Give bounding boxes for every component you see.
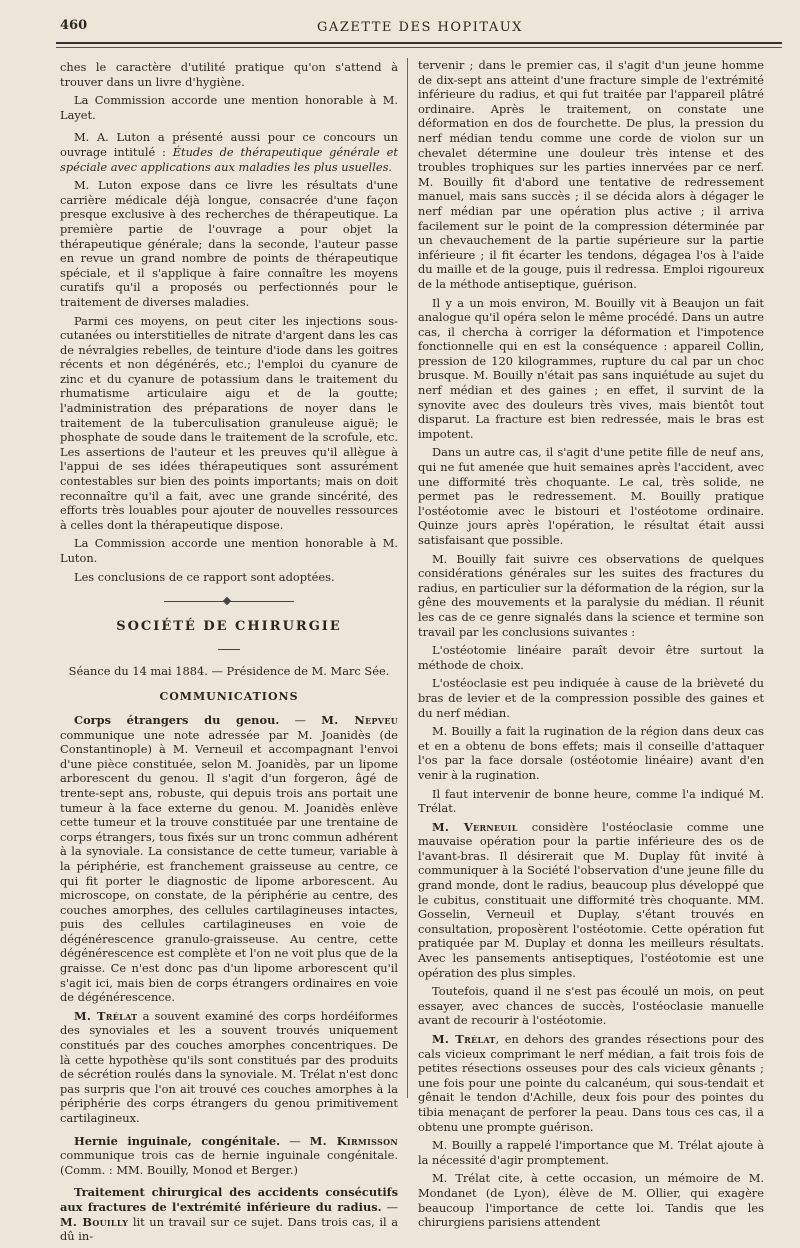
speaker-name: M. Verneuil: [432, 819, 518, 834]
paragraph: L'ostéotomie linéaire paraît devoir être surtout la méthode de choix.: [418, 643, 764, 672]
page-number: 460: [60, 18, 88, 33]
paragraph: ches le caractère d'utilité pratique qu'on s'attend à trouver dans un livre d'hygiène.: [60, 60, 398, 89]
paragraph: [60, 1185, 398, 1243]
speaker-name: M. Nepveu: [321, 712, 398, 727]
dash: —: [280, 1133, 310, 1148]
section-separator: [164, 598, 294, 606]
paragraph: Dans un autre cas, il s'agit d'une petite fille de neuf ans, qui ne fut amenée que huit semaines après l'accident, avec une difformité très choquante. Le cal, très solide, ne permet pas le redressement. M. Bouilly pratique l'ostéotomie avec le bistouri et l'ostéotome ordinaire. Quinze jours après l'opération, le résultat était aussi satisfaisant que possible.: [418, 445, 764, 547]
page-header: [60, 18, 780, 42]
paragraph: Parmi ces moyens, on peut citer les injections sous-cutanées ou interstitielles de nitrate d'argent dans les cas de névralgies rebelles, de teinture d'iode dans les goitres récents et non dégénérés, etc.; l'emploi du cyanure de zinc et du cyanure de potassium dans le traitement du rhumatisme articulaire aigu et de la goutte; l'administration des préparations de noyer dans le traitement de la tuberculisation granuleuse aiguë; le phosphate de soude dans le traitement de la scrofule, etc. Les assertions de l'auteur et les preuves qu'il allègue à l'appui de ses idées thérapeutiques sont assurément contestables sur bien des points importants; mais on doit reconnaître qu'il a fait, avec une grande sincérité, des efforts très louables pour ajouter de nouvelles ressources à celles dont la thérapeutique dispose.: [60, 313, 398, 532]
header-rule-thick: [56, 42, 782, 44]
section-title: SOCIÉTÉ DE CHIRURGIE: [116, 619, 342, 635]
paragraph: M. Bouilly fait suivre ces observations de quelques considérations générales sur les suites des fractures du radius, en particulier sur la déformation de la région, sur la gêne des mouvements et la paralysie du médian. Il réunit les cas de ce genre signalés dans la science et termine son travail par les conclusions suivantes :: [418, 551, 764, 639]
dash: —: [381, 1199, 398, 1214]
paragraph: L'ostéoclasie est peu indiquée à cause de la brièveté du bras de levier et de la compression possible des gaines et du nerf médian.: [418, 676, 764, 720]
column-divider: [407, 58, 408, 1098]
paragraph-text: a souvent examiné des corps hordéiformes des synoviales et les a souvent trouvés uniquement constitués par des couches amorphes concentriques. De là cette hypothèse qu'ils sont constitués par des produits de sécrétion roulés dans la synoviale. M. Trélat n'est donc pas surpris que l'on ait trouvé ces couches amorphes à la périphérie des corps étrangers du genou primitivement cartilagineux.: [60, 1008, 398, 1125]
paragraph-text: considère l'ostéoclasie comme une mauvaise opération pour la partie inférieure des os de l'avant-bras. Il désirerait que M. Duplay fût invité à communiquer à la Société l'observation d'une jeune fille du grand monde, dont le radius, beaucoup plus développé que le cubitus, constituait une difformité très choquante. MM. Gosselin, Verneuil et Duplay, s'étant trouvés en consultation, proposèrent l'ostéotomie. Cette opération fut pratiquée par M. Duplay et donna les meilleurs résultats. Avec les pansements antiseptiques, l'ostéotomie est une opération des plus simples.: [418, 819, 764, 980]
paragraph-text: , en dehors des grandes résections pour des cals vicieux comprimant le nerf médian, a fait trois fois de petites résections osseuses pour des cals vicieux gênants ; une fois pour une pointe du calcanéum, qui sous-tendait et gênait le tendon d'Achille, deux fois pour des pointes du tibia menaçant de perforer la peau. Dans tous ces cas, il a obtenu une prompte guérison.: [418, 1032, 765, 1134]
paragraph: M. Trélat cite, à cette occasion, un mémoire de M. Mondanet (de Lyon), élève de M. Ollier, qui exagère beaucoup l'importance de cette loi. Tandis que les chirurgiens parisiens attendent: [418, 1171, 764, 1230]
speaker-name: M. Trélat: [74, 1008, 138, 1023]
paragraph: La Commission accorde une mention honorable à M. Luton.: [60, 536, 398, 565]
paragraph: M. Bouilly a fait la rugination de la région dans deux cas et en a obtenu de bons effets; mais il conseille d'attaquer l'os par la face dorsale (ostéotomie linéaire) avant d'en venir à la rugination.: [418, 724, 764, 782]
book-title: Études de thérapeutique générale et spéciale avec applications aux maladies les plus usuelles.: [60, 144, 398, 174]
paragraph: [418, 820, 764, 981]
session-line: Séance du 14 mai 1884. — Présidence de M. Marc Sée.: [68, 663, 390, 678]
topic-title: Traitement chirurgical des accidents consécutifs aux fractures de l'extrémité inférieure du radius.: [60, 1185, 398, 1214]
paragraph: [418, 1032, 764, 1134]
topic-title: Corps étrangers du genou.: [74, 712, 280, 727]
speaker-name: M. Bouilly: [60, 1214, 129, 1229]
paragraph-text: communique trois cas de hernie inguinale congénitale. (Comm. : MM. Bouilly, Monod et Berger.): [60, 1148, 398, 1177]
paragraph: M. Bouilly a rappelé l'importance que M. Trélat ajoute à la nécessité d'agir promptement.: [418, 1138, 764, 1167]
paragraph: [60, 130, 398, 174]
paragraph: Il faut intervenir de bonne heure, comme l'a indiqué M. Trélat.: [418, 786, 764, 816]
paragraph: [60, 713, 398, 1005]
journal-title: GAZETTE DES HOPITAUX: [317, 20, 523, 35]
speaker-name: M. Kirmisson: [309, 1133, 398, 1148]
dash: —: [279, 712, 322, 727]
paragraph-text: lit un travail sur ce sujet. Dans trois cas, il a dû in-: [60, 1214, 398, 1244]
paragraph: La Commission accorde une mention honorable à M. Layet.: [60, 93, 398, 122]
paragraph: tervenir ; dans le premier cas, il s'agit d'un jeune homme de dix-sept ans atteint d'une fracture simple de l'extrémité inférieure du radius, et qui fut traitée par l'appareil plâtré ordinaire. Après le traitement, on constate une déformation en dos de fourchette. De plus, la pression du nerf médian tendu comme une corde de violon sur un chevalet détermine une douleur très intense et des troubles trophiques sur les parties innervées par ce nerf. M. Bouilly fit d'abord une tentative de redressement manuel, mais sans succès ; il se décida alors à dégager le nerf médian par une opération plus active ; il arriva facilement sur le point de la compression déterminée par un chevauchement de la partie supérieure sur la partie inférieure ; il fit écarter les tendons, dégagea l'os à l'aide du maille et de la gouge, puis il redressa. Emploi rigoureux de la méthode antiseptique, guérison.: [418, 58, 764, 291]
short-rule: [218, 649, 240, 650]
paragraph-text: M. A. Luton a présenté aussi pour ce concours un ouvrage intitulé :: [60, 130, 398, 159]
left-column: [60, 60, 398, 1248]
paragraph: M. Luton expose dans ce livre les résultats d'une carrière médicale déjà longue, consacrée d'une façon presque exclusive à des recherches de thérapeutique. La première partie de l'ouvrage a pour objet la thérapeutique générale; dans la seconde, l'auteur passe en revue un grand nombre de points de thérapeutique spéciale, et il s'applique à faire connaître les moyens curatifs qu'il a proposés ou perfectionnés pour le traitement de diverses maladies.: [60, 178, 398, 309]
paragraph: Il y a un mois environ, M. Bouilly vit à Beaujon un fait analogue qu'il opéra selon le même procédé. Dans un autre cas, il chercha à corriger la déformation et l'impotence fonctionnelle qui en est la conséquence : appareil Collin, pression de 120 kilogrammes, rupture du cal par un choc brusque. M. Bouilly n'était pas sans inquiétude au sujet du nerf médian et des gaines ; en effet, il survint de la synovite avec des douleurs très vives, mais bientôt tout disparut. La fracture est bien redressée, mais le bras est impotent.: [418, 295, 764, 441]
header-rule-thin: [56, 47, 782, 48]
paragraph: [60, 1134, 398, 1178]
topic-title: Hernie inguinale, congénitale.: [74, 1133, 281, 1148]
right-column: [418, 58, 764, 1234]
paragraph: Les conclusions de ce rapport sont adoptées.: [74, 569, 335, 584]
communications-label: COMMUNICATIONS: [159, 690, 299, 704]
paragraph: [60, 1009, 398, 1126]
paragraph-text: communique une note adressée par M. Joanidès (de Constantinople) à M. Verneuil et accompagnant l'envoi d'une pièce constituée, selon M. Joanidès, par un lipome arborescent du genou. Il s'agit d'un forgeron, âgé de trente-sept ans, robuste, qui depuis trois ans portait une tumeur à la face externe du genou. M. Joanidès enlève cette tumeur et la trouve constituée par une trentaine de corps étrangers, tous fixés sur un tronc commun adhérent à la synoviale. La consistance de cette tumeur, variable à la périphérie, est franchement graisseuse au centre, ce qui fit porter le diagnostic de lipome arborescent. Au microscope, on constate, de la périphérie au centre, des couches amorphes, des cellules cartilagineuses intactes, puis des cellules cartilagineuses en voie de dégénérescence granulo-graisseuse. Au centre, cette dégénérescence est complète et l'on ne voit plus que de la graisse. Ce n'est donc pas d'un lipome arborescent qu'il s'agit ici, mais bien de corps étrangers ordinaires en voie de dégénérescence.: [60, 727, 398, 1005]
paragraph: Toutefois, quand il ne s'est pas écoulé un mois, on peut essayer, avec chances de succès, l'ostéoclasie manuelle avant de recourir à l'ostéotomie.: [418, 984, 764, 1028]
speaker-name: M. Trélat: [432, 1032, 496, 1046]
